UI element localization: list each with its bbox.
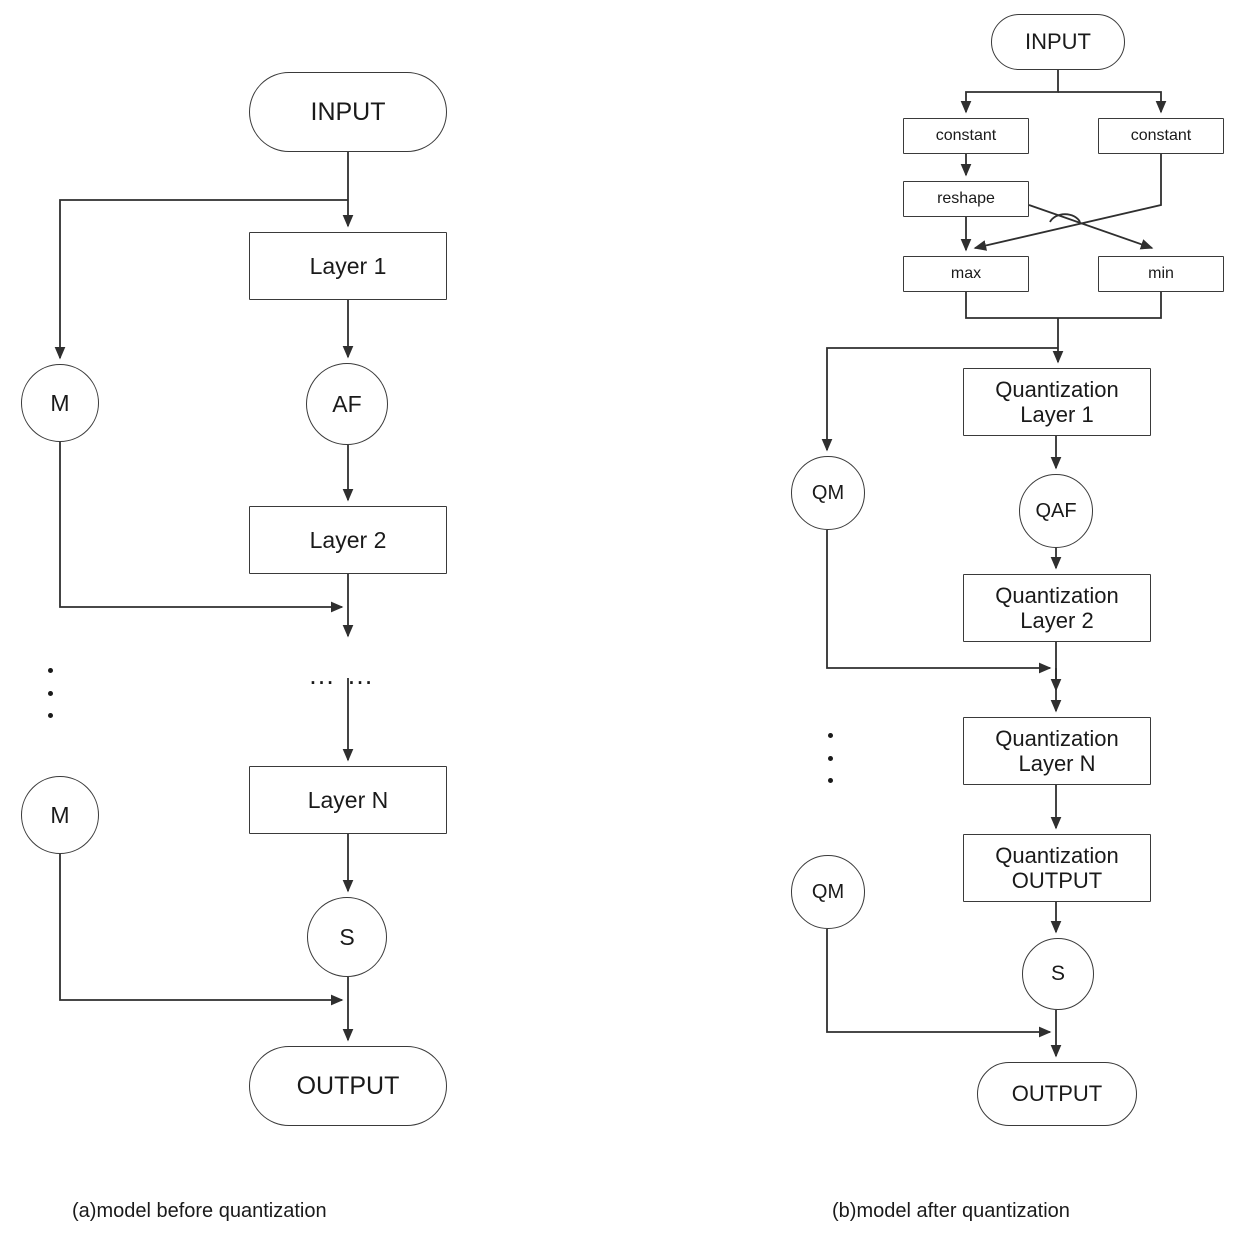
node-s-a: S bbox=[307, 897, 387, 977]
caption-panel-a: (a)model before quantization bbox=[72, 1200, 327, 1222]
node-line-1: Quantization bbox=[995, 582, 1119, 608]
dot bbox=[828, 756, 833, 761]
node-reshape: reshape bbox=[903, 181, 1029, 217]
node-line-2: OUTPUT bbox=[1011, 868, 1103, 893]
node-output-b: OUTPUT bbox=[977, 1062, 1137, 1126]
node-m-lower: M bbox=[21, 776, 99, 854]
node-line-1: Quantization bbox=[995, 842, 1119, 868]
node-max: max bbox=[903, 256, 1029, 292]
node-input-a: INPUT bbox=[249, 72, 447, 152]
node-quantization-layer-1 bbox=[963, 368, 1151, 436]
node-min: min bbox=[1098, 256, 1224, 292]
node-line-2: Layer 1 bbox=[1020, 402, 1094, 427]
node-af: AF bbox=[306, 363, 388, 445]
node-qm-upper: QM bbox=[791, 456, 865, 530]
node-layer-n: Layer N bbox=[249, 766, 447, 834]
node-layer-1: Layer 1 bbox=[249, 232, 447, 300]
ellipsis-vertical-a bbox=[47, 668, 53, 718]
node-line-1: Quantization bbox=[995, 725, 1119, 751]
node-constant-left: constant bbox=[903, 118, 1029, 154]
node-m-upper: M bbox=[21, 364, 99, 442]
node-input-b: INPUT bbox=[991, 14, 1125, 70]
dot bbox=[828, 733, 833, 738]
node-quantization-output bbox=[963, 834, 1151, 902]
dot bbox=[48, 668, 53, 673]
node-line-2: Layer 2 bbox=[1020, 608, 1094, 633]
node-line-1: Quantization bbox=[995, 376, 1119, 402]
dot bbox=[48, 713, 53, 718]
node-quantization-layer-2 bbox=[963, 574, 1151, 642]
node-quantization-layer-n bbox=[963, 717, 1151, 785]
node-line-2: Layer N bbox=[1018, 751, 1096, 776]
node-qaf: QAF bbox=[1019, 474, 1093, 548]
node-qm-lower: QM bbox=[791, 855, 865, 929]
node-layer-2: Layer 2 bbox=[249, 506, 447, 574]
node-constant-right: constant bbox=[1098, 118, 1224, 154]
dot bbox=[48, 691, 53, 696]
ellipsis-vertical-b bbox=[827, 733, 833, 783]
caption-panel-b: (b)model after quantization bbox=[832, 1200, 1070, 1222]
node-output-a: OUTPUT bbox=[249, 1046, 447, 1126]
node-s-b: S bbox=[1022, 938, 1094, 1010]
ellipsis-horizontal-a: … … bbox=[308, 660, 376, 690]
dot bbox=[828, 778, 833, 783]
